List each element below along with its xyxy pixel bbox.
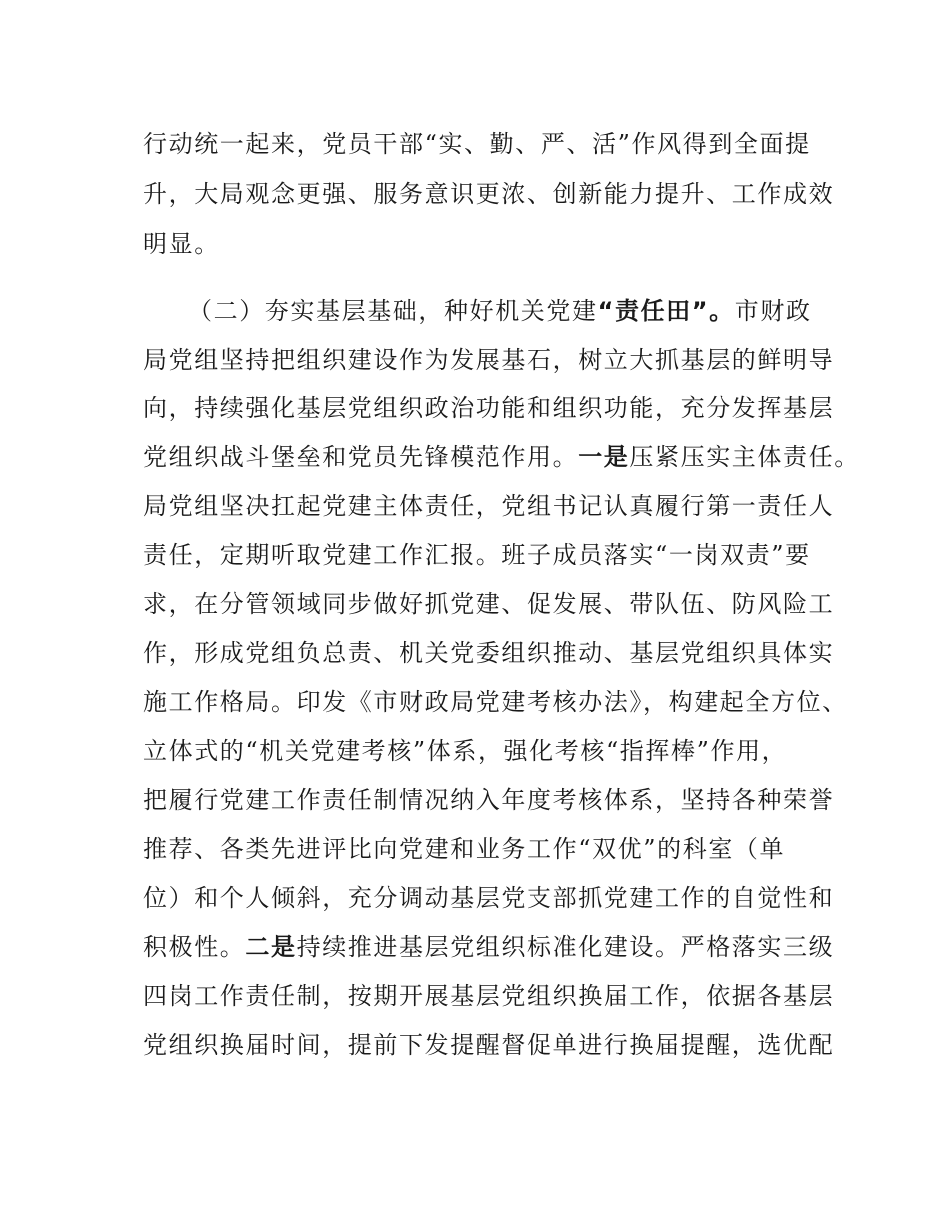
text-line: 位）和个人倾斜，充分调动基层党支部抓党建工作的自觉性和 — [143, 884, 835, 912]
text-line: 明显。 — [143, 230, 220, 258]
text-line: 责任，定期听取党建工作汇报。班子成员落实“一岗双责”要 — [143, 541, 811, 569]
point-one-marker: 一是 — [578, 443, 630, 471]
text-line: 立体式的“机关党建考核”体系，强化考核“指挥棒”作用， — [143, 737, 788, 765]
text-line: 把履行党建工作责任制情况纳入年度考核体系，坚持各种荣誉 — [143, 786, 835, 814]
text-line: 推荐、各类先进评比向党建和业务工作“双优”的科室（单 — [143, 835, 786, 863]
text-line: 局党组坚持把组织建设作为发展基石，树立大抓基层的鲜明导 — [143, 346, 835, 374]
heading-bold-term: “责任田”。 — [597, 297, 735, 325]
text-line-with-point-two: 积极性。二是持续推进基层党组织标准化建设。严格落实三级 — [143, 933, 835, 961]
text-line: 局党组坚决扛起党建主体责任，党组书记认真履行第一责任人 — [143, 492, 835, 520]
text-line: 党组织换届时间，提前下发提醒督促单进行换届提醒，选优配 — [143, 1031, 835, 1059]
section-heading-line — [188, 296, 868, 326]
heading-prefix: （二）夯实基层基础，种好机关党建 — [188, 297, 598, 325]
point-two-marker: 二是 — [245, 933, 297, 961]
text-line: 施工作格局。印发《市财政局党建考核办法》，构建起全方位、 — [143, 688, 848, 716]
text-line: 求，在分管领域同步做好抓党建、促发展、带队伍、防风险工 — [143, 590, 835, 618]
text-line-with-point-one: 党组织战斗堡垒和党员先锋模范作用。一是压紧压实主体责任。 — [143, 443, 860, 471]
text-line: 升，大局观念更强、服务意识更浓、创新能力提升、工作成效 — [143, 180, 835, 208]
text-line: 作，形成党组负总责、机关党委组织推动、基层党组织具体实 — [143, 639, 835, 667]
heading-suffix: 市财政 — [734, 297, 812, 325]
text-line: 行动统一起来，党员干部“实、勤、严、活”作风得到全面提 — [143, 130, 811, 158]
text-line: 四岗工作责任制，按期开展基层党组织换届工作，依据各基层 — [143, 982, 835, 1010]
text-line: 向，持续强化基层党组织政治功能和组织功能，充分发挥基层 — [143, 394, 835, 422]
